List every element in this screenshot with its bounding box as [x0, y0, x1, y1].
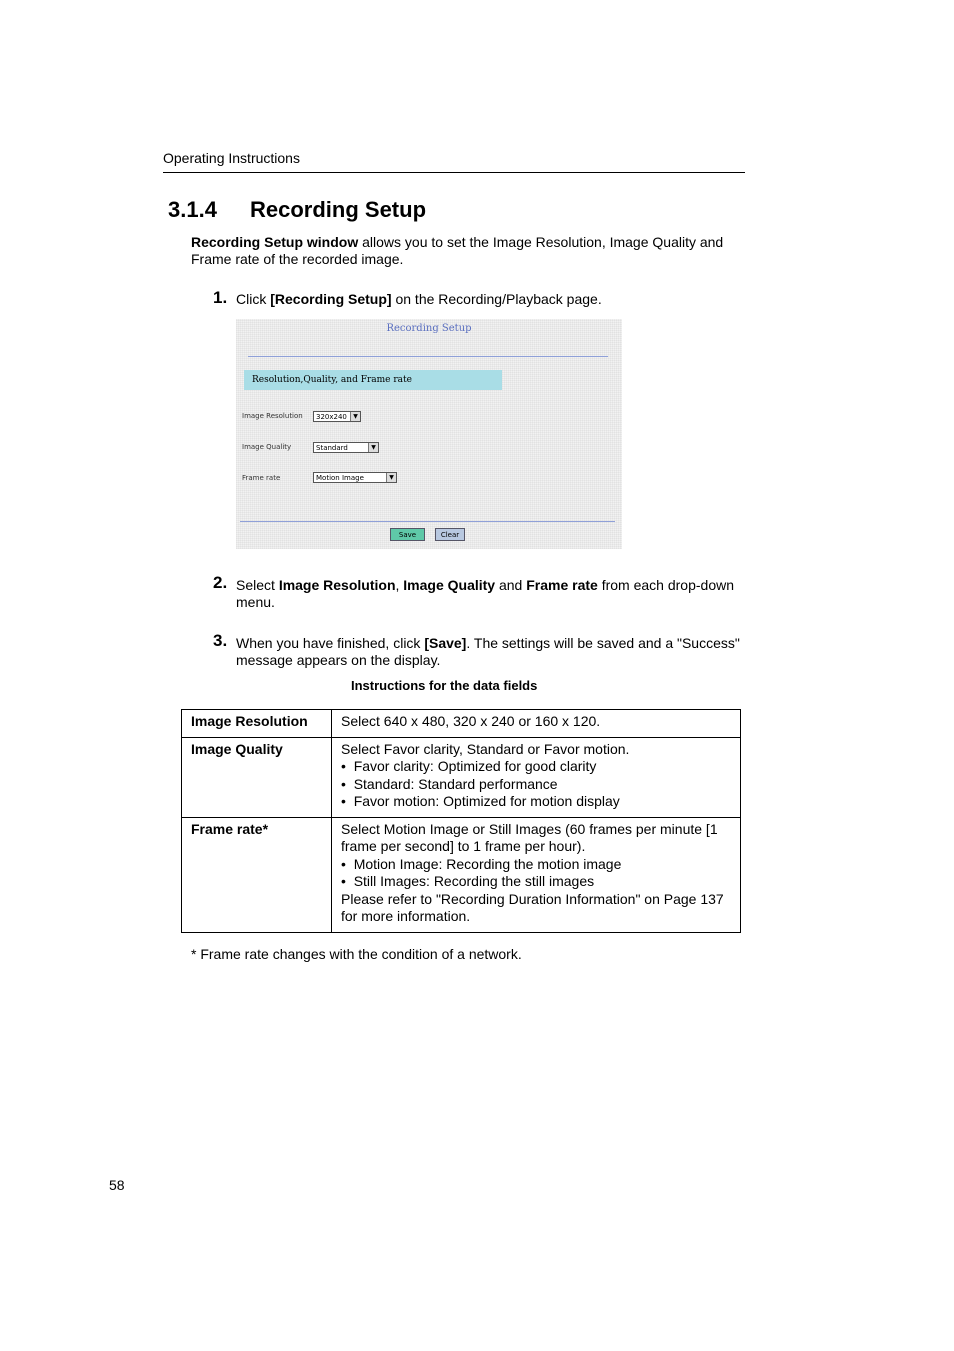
- step-2-bold-3: Frame rate: [526, 577, 598, 593]
- screenshot-title: Recording Setup: [386, 323, 472, 334]
- step-1-text: [236, 291, 746, 308]
- resolution-label: Image Resolution: [242, 412, 303, 420]
- page-number: 58: [109, 1177, 125, 1193]
- step-2-bold-1: Image Resolution: [278, 577, 396, 593]
- frame-rate-label: Frame rate: [242, 474, 281, 482]
- step-2-text: [236, 577, 746, 611]
- step-3-pre: When you have finished, click: [236, 635, 425, 651]
- description-line: Select Favor clarity, Standard or Favor motion.: [341, 740, 630, 757]
- running-header: Operating Instructions: [163, 150, 300, 166]
- section-title: Recording Setup: [250, 197, 427, 222]
- bullet-text: Favor motion: Optimized for motion display: [353, 793, 620, 809]
- bullet-item: • Standard: Standard performance: [341, 775, 558, 792]
- step-2-pre: Select: [236, 577, 279, 593]
- table-row: [182, 817, 741, 932]
- bullet-item: • Motion Image: Recording the motion image: [341, 855, 622, 872]
- step-2-number: 2.: [213, 573, 228, 592]
- section-number: 3.1.4: [168, 197, 217, 222]
- clear-button[interactable]: Clear: [435, 528, 465, 541]
- step-2-post: from each drop-down menu.: [236, 577, 735, 610]
- bullet-item: • Favor motion: Optimized for motion display: [341, 793, 620, 809]
- frame-rate-value: Motion Image: [316, 474, 364, 482]
- step-3-number: 3.: [213, 631, 228, 650]
- intro-paragraph: [191, 234, 745, 268]
- step-3-bold: [Save]: [424, 635, 467, 651]
- field-key: Image Quality: [182, 737, 332, 817]
- recording-setup-screenshot: [236, 319, 622, 549]
- step-2-sep-2: and: [495, 577, 527, 593]
- table-row: [182, 710, 741, 738]
- intro-rest: allows you to set the Image Resolution, Image Quality and Frame rate of the recorded image.: [191, 234, 724, 267]
- resolution-select[interactable]: [313, 411, 361, 422]
- screenshot-section-band: Resolution,Quality, and Frame rate: [244, 370, 502, 390]
- bullet-text: Still Images: Recording the still images: [353, 873, 595, 889]
- step-1-post: on the Recording/Playback page.: [391, 291, 602, 307]
- frame-rate-select[interactable]: [313, 472, 397, 483]
- step-1-pre: Click: [236, 291, 271, 307]
- description-line: Select Motion Image or Still Images (60 frames per minute [1 frame per second] to 1 frame per hour).: [341, 820, 718, 854]
- save-button[interactable]: Save: [390, 528, 425, 541]
- step-3-post: . The settings will be saved and a "Success" message appears on the display.: [236, 635, 740, 668]
- screenshot-top-rule: [248, 356, 608, 357]
- field-key: Image Resolution: [182, 710, 332, 738]
- intro-bold: Recording Setup window: [191, 234, 359, 250]
- description-line: Please refer to "Recording Duration Information" on Page 137 for more information.: [341, 890, 724, 924]
- screenshot-bottom-rule: [240, 521, 615, 522]
- header-rule: [163, 172, 745, 173]
- section-heading: [168, 197, 426, 223]
- field-description: [332, 737, 741, 817]
- step-3-text: [236, 635, 746, 669]
- quality-value: Standard: [316, 444, 348, 452]
- step-1-bold: [Recording Setup]: [270, 291, 392, 307]
- bullet-text: Motion Image: Recording the motion image: [353, 855, 622, 872]
- data-fields-table: [181, 709, 741, 933]
- bullet-item: • Favor clarity: Optimized for good clarity: [341, 758, 597, 774]
- description-line: Select 640 x 480, 320 x 240 or 160 x 120.: [341, 713, 601, 729]
- chevron-down-icon: ▼: [386, 473, 396, 482]
- table-row: [182, 737, 741, 817]
- bullet-item: • Still Images: Recording the still images: [341, 873, 595, 889]
- footnote: * Frame rate changes with the condition of a network.: [191, 946, 522, 962]
- chevron-down-icon: ▼: [368, 443, 378, 452]
- step-2-bold-2: Image Quality: [403, 577, 496, 593]
- field-description: [332, 817, 741, 932]
- quality-label: Image Quality: [242, 443, 292, 451]
- field-key: Frame rate*: [182, 817, 332, 932]
- step-1-number: 1.: [213, 288, 228, 307]
- resolution-value: 320x240: [316, 413, 347, 421]
- bullet-text: Favor clarity: Optimized for good clarity: [353, 758, 597, 774]
- table-caption: Instructions for the data fields: [351, 678, 538, 693]
- step-2-sep-1: ,: [395, 577, 404, 593]
- chevron-down-icon: ▼: [350, 412, 360, 421]
- quality-select[interactable]: [313, 442, 379, 453]
- bullet-text: Standard: Standard performance: [353, 775, 558, 792]
- field-description: [332, 710, 741, 738]
